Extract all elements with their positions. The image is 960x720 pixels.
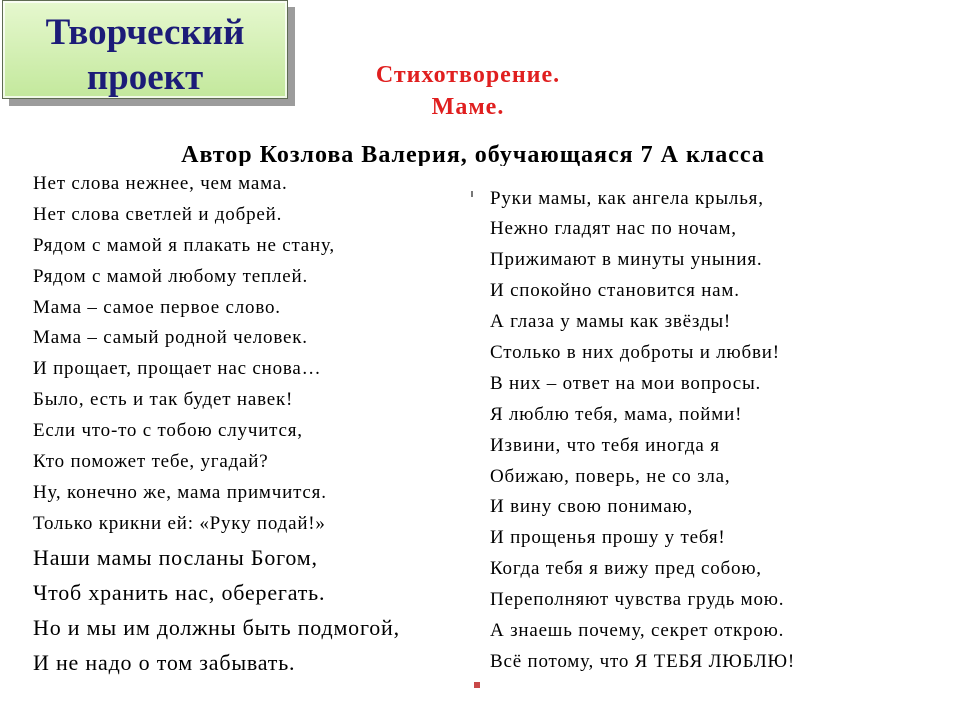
poem-line: И вину свою понимаю, xyxy=(490,496,694,518)
bullet-tick-mark xyxy=(471,191,473,197)
poem-line-large: Чтоб хранить нас, оберегать. xyxy=(33,579,326,605)
poem-line: Кто поможет тебе, угадай? xyxy=(33,451,269,473)
poem-line: Руки мамы, как ангела крылья, xyxy=(490,187,764,209)
poem-line-large: Но и мы им должны быть подмогой, xyxy=(33,614,400,640)
project-title-line-1: Творческий xyxy=(45,12,245,53)
poem-line-large: И не надо о том забывать. xyxy=(33,649,296,675)
poem-line-large: Наши мамы посланы Богом, xyxy=(33,544,318,570)
poem-line: Нет слова светлей и добрей. xyxy=(33,203,283,225)
poem-column-right xyxy=(490,184,795,678)
author-container xyxy=(0,140,946,166)
poem-line: Всё потому, что Я ТЕБЯ ЛЮБЛЮ! xyxy=(490,650,796,672)
poem-line: Извини, что тебя иногда я xyxy=(490,434,720,456)
poem-line: Я люблю тебя, мама, пойми! xyxy=(490,403,743,425)
poem-line: Мама – самое первое слово. xyxy=(33,296,281,318)
poem-line: Когда тебя я вижу пред собою, xyxy=(490,558,762,580)
poem-line: Если что-то с тобою случится, xyxy=(33,420,303,442)
poem-line: Прижимают в минуты уныния. xyxy=(490,249,763,271)
poem-line: Столько в них доброты и любви! xyxy=(490,341,780,363)
poem-line: А глаза у мамы как звёзды! xyxy=(490,311,732,333)
poem-line: А знаешь почему, секрет открою. xyxy=(490,619,785,641)
poem-column-left xyxy=(33,169,400,680)
poem-line: И прощает, прощает нас снова… xyxy=(33,358,322,380)
poem-line: И спокойно становится нам. xyxy=(490,280,740,302)
poem-line: Нет слова нежнее, чем мама. xyxy=(33,173,288,194)
poem-heading xyxy=(0,59,936,123)
poem-line: В них – ответ на мои вопросы. xyxy=(490,372,762,394)
poem-line: Мама – самый родной человек. xyxy=(33,327,308,349)
poem-heading-line-1: Стихотворение. xyxy=(375,62,561,88)
poem-line: И прощенья прошу у тебя! xyxy=(490,527,726,549)
poem-line: Нежно гладят нас по ночам, xyxy=(490,218,737,240)
poem-line: Переполняют чувства грудь мою. xyxy=(490,589,785,611)
project-title-line-2: проект xyxy=(86,57,204,98)
poem-line: Рядом с мамой я плакать не стану, xyxy=(33,234,335,256)
poem-line: Ну, конечно же, мама примчится. xyxy=(33,481,327,503)
poem-line: Только крикни ей: «Руку подай!» xyxy=(33,512,326,534)
bullet-square-icon xyxy=(474,682,480,688)
poem-line: Рядом с мамой любому теплей. xyxy=(33,265,309,287)
author-line: Автор Козлова Валерия, обучающаяся 7 А класса xyxy=(181,142,765,166)
poem-line: Обижаю, поверь, не со зла, xyxy=(490,465,731,487)
poem-line: Было, есть и так будет навек! xyxy=(33,389,294,411)
poem-heading-line-2: Маме. xyxy=(431,94,505,120)
